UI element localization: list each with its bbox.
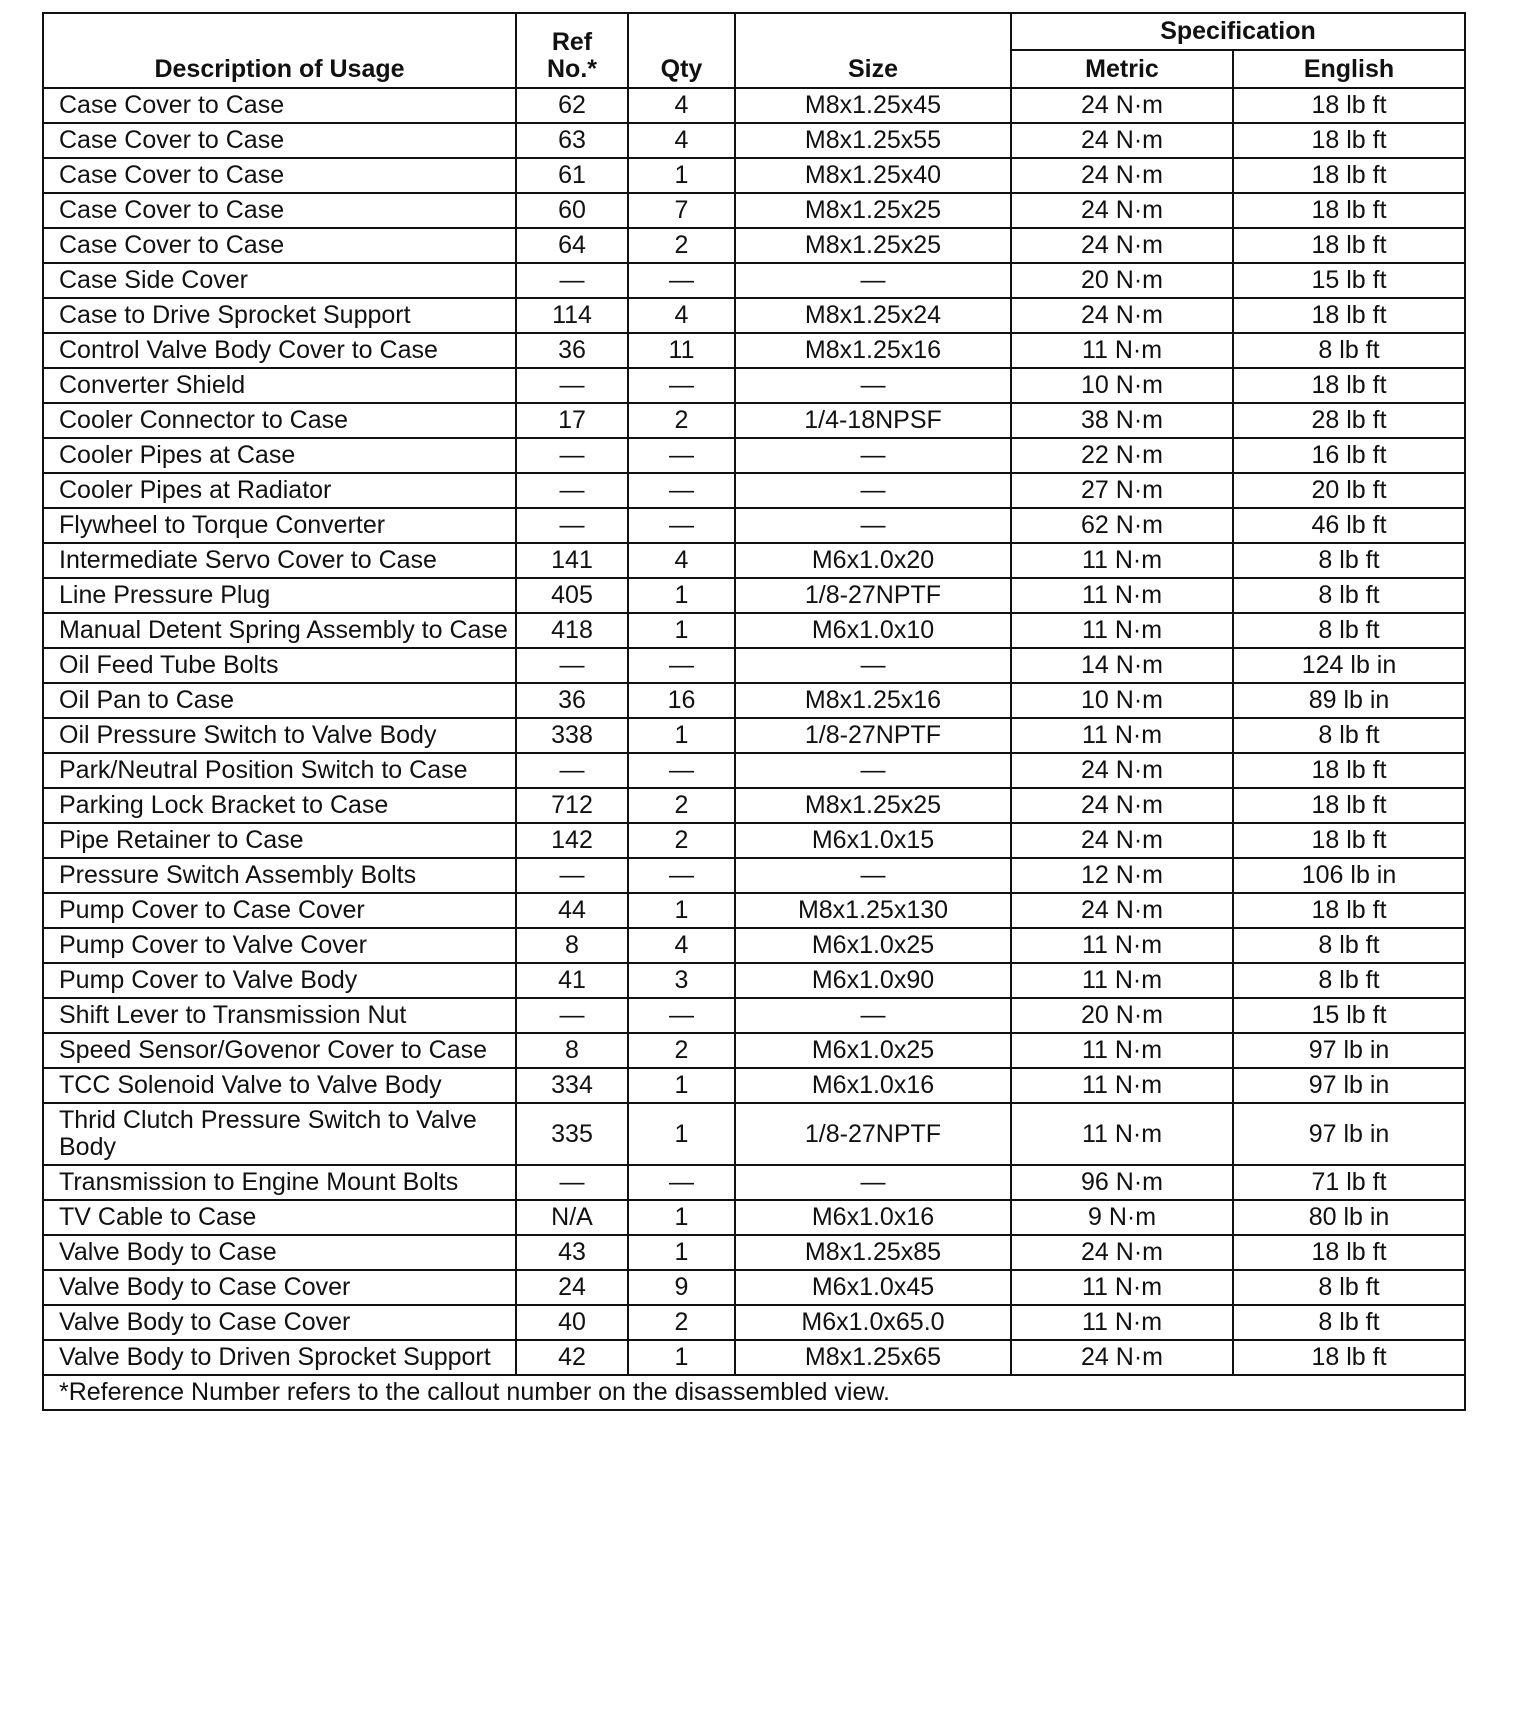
cell-qty: — [628,648,735,683]
cell-qty: 7 [628,193,735,228]
cell-description: Cooler Pipes at Radiator [43,473,516,508]
cell-metric: 24 N·m [1011,193,1233,228]
cell-qty: 4 [628,928,735,963]
cell-ref-no: 62 [516,88,628,123]
cell-english: 8 lb ft [1233,1305,1465,1340]
cell-qty: 1 [628,893,735,928]
cell-ref-no: 43 [516,1235,628,1270]
cell-ref-no: 338 [516,718,628,753]
header-ref-line1: Ref [551,28,593,56]
table-row [43,333,1465,368]
cell-description: Control Valve Body Cover to Case [43,333,516,368]
cell-size: M6x1.0x65.0 [735,1305,1011,1340]
cell-qty: 3 [628,963,735,998]
cell-ref-no: — [516,438,628,473]
cell-qty: 2 [628,788,735,823]
cell-english: 18 lb ft [1233,88,1465,123]
cell-metric: 10 N·m [1011,368,1233,403]
cell-metric: 11 N·m [1011,928,1233,963]
table-row [43,893,1465,928]
cell-size: M6x1.0x90 [735,963,1011,998]
table-row [43,683,1465,718]
table-row [43,508,1465,543]
cell-ref-no: 61 [516,158,628,193]
cell-metric: 11 N·m [1011,718,1233,753]
table-row [43,1235,1465,1270]
cell-english: 18 lb ft [1233,158,1465,193]
table-row [43,543,1465,578]
cell-english: 8 lb ft [1233,1270,1465,1305]
cell-description: Parking Lock Bracket to Case [43,788,516,823]
cell-qty: 1 [628,1340,735,1375]
cell-size: M8x1.25x55 [735,123,1011,158]
torque-spec-table [42,12,1466,1411]
cell-english: 18 lb ft [1233,193,1465,228]
cell-english: 46 lb ft [1233,508,1465,543]
cell-ref-no: 334 [516,1068,628,1103]
table-row [43,648,1465,683]
cell-size: — [735,648,1011,683]
cell-size: M6x1.0x15 [735,823,1011,858]
cell-metric: 24 N·m [1011,788,1233,823]
cell-description: Park/Neutral Position Switch to Case [43,753,516,788]
cell-size: M8x1.25x40 [735,158,1011,193]
header-description: Description of Usage [43,13,516,88]
cell-description: Case Cover to Case [43,228,516,263]
cell-metric: 10 N·m [1011,683,1233,718]
cell-description: Speed Sensor/Govenor Cover to Case [43,1033,516,1068]
cell-qty: 11 [628,333,735,368]
cell-qty: 1 [628,1200,735,1235]
cell-qty: 1 [628,613,735,648]
table-row [43,788,1465,823]
table-body [43,88,1465,1375]
cell-size: M8x1.25x85 [735,1235,1011,1270]
cell-description: Case Cover to Case [43,88,516,123]
cell-description: Flywheel to Torque Converter [43,508,516,543]
cell-metric: 11 N·m [1011,613,1233,648]
cell-english: 8 lb ft [1233,928,1465,963]
cell-description: Transmission to Engine Mount Bolts [43,1165,516,1200]
cell-qty: — [628,1165,735,1200]
cell-description: Case Cover to Case [43,158,516,193]
header-ref-no [516,13,628,88]
cell-english: 106 lb in [1233,858,1465,893]
cell-qty: — [628,438,735,473]
cell-metric: 20 N·m [1011,998,1233,1033]
cell-metric: 11 N·m [1011,1068,1233,1103]
cell-qty: 2 [628,823,735,858]
table-row [43,193,1465,228]
table-row [43,718,1465,753]
cell-metric: 24 N·m [1011,88,1233,123]
header-size: Size [735,13,1011,88]
cell-ref-no: — [516,753,628,788]
cell-english: 18 lb ft [1233,298,1465,333]
cell-metric: 24 N·m [1011,298,1233,333]
cell-ref-no: 114 [516,298,628,333]
table-row [43,158,1465,193]
cell-ref-no: N/A [516,1200,628,1235]
cell-ref-no: 405 [516,578,628,613]
table-row [43,613,1465,648]
cell-metric: 12 N·m [1011,858,1233,893]
cell-qty: 2 [628,1033,735,1068]
cell-english: 80 lb in [1233,1200,1465,1235]
cell-qty: 4 [628,543,735,578]
cell-english: 71 lb ft [1233,1165,1465,1200]
header-english: English [1233,50,1465,88]
cell-qty: 2 [628,1305,735,1340]
cell-english: 18 lb ft [1233,1340,1465,1375]
cell-ref-no: 712 [516,788,628,823]
cell-metric: 11 N·m [1011,1270,1233,1305]
cell-metric: 22 N·m [1011,438,1233,473]
cell-english: 18 lb ft [1233,368,1465,403]
table-row [43,228,1465,263]
cell-description: Case Cover to Case [43,193,516,228]
cell-metric: 96 N·m [1011,1165,1233,1200]
cell-description: Thrid Clutch Pressure Switch to Valve Body [43,1103,516,1165]
table-row [43,298,1465,333]
table-row [43,1305,1465,1340]
cell-qty: 1 [628,1235,735,1270]
cell-description: TV Cable to Case [43,1200,516,1235]
cell-qty: 9 [628,1270,735,1305]
cell-size: M8x1.25x45 [735,88,1011,123]
cell-metric: 24 N·m [1011,1340,1233,1375]
cell-ref-no: — [516,473,628,508]
cell-qty: 2 [628,403,735,438]
cell-description: Pressure Switch Assembly Bolts [43,858,516,893]
cell-size: — [735,508,1011,543]
cell-description: Case to Drive Sprocket Support [43,298,516,333]
cell-description: Intermediate Servo Cover to Case [43,543,516,578]
header-specification: Specification [1011,13,1465,50]
cell-size: — [735,858,1011,893]
cell-english: 97 lb in [1233,1033,1465,1068]
table-row [43,1103,1465,1165]
cell-ref-no: — [516,263,628,298]
cell-size: M6x1.0x16 [735,1068,1011,1103]
cell-qty: 1 [628,1068,735,1103]
table-row [43,1270,1465,1305]
cell-metric: 27 N·m [1011,473,1233,508]
table-row [43,368,1465,403]
cell-size: — [735,473,1011,508]
table-row [43,858,1465,893]
cell-qty: 16 [628,683,735,718]
cell-size: 1/8-27NPTF [735,578,1011,613]
cell-qty: — [628,858,735,893]
cell-ref-no: 142 [516,823,628,858]
cell-qty: 4 [628,123,735,158]
cell-description: Pump Cover to Valve Body [43,963,516,998]
cell-qty: 1 [628,1103,735,1165]
header-qty: Qty [628,13,735,88]
cell-size: 1/8-27NPTF [735,718,1011,753]
cell-ref-no: — [516,858,628,893]
cell-description: Oil Pan to Case [43,683,516,718]
table-row [43,578,1465,613]
cell-qty: 1 [628,578,735,613]
cell-size: — [735,263,1011,298]
cell-metric: 11 N·m [1011,578,1233,613]
cell-metric: 11 N·m [1011,333,1233,368]
cell-english: 8 lb ft [1233,963,1465,998]
cell-metric: 24 N·m [1011,753,1233,788]
cell-size: M8x1.25x24 [735,298,1011,333]
cell-metric: 62 N·m [1011,508,1233,543]
cell-size: — [735,753,1011,788]
table-row [43,1068,1465,1103]
cell-size: M6x1.0x10 [735,613,1011,648]
cell-english: 18 lb ft [1233,123,1465,158]
table-row [43,123,1465,158]
cell-size: M8x1.25x25 [735,193,1011,228]
cell-ref-no: — [516,368,628,403]
cell-english: 97 lb in [1233,1068,1465,1103]
cell-ref-no: 8 [516,928,628,963]
cell-ref-no: 8 [516,1033,628,1068]
cell-english: 18 lb ft [1233,1235,1465,1270]
cell-ref-no: 44 [516,893,628,928]
cell-qty: 1 [628,718,735,753]
cell-qty: 2 [628,228,735,263]
table-row [43,1165,1465,1200]
cell-description: Valve Body to Driven Sprocket Support [43,1340,516,1375]
cell-ref-no: 64 [516,228,628,263]
cell-size: M8x1.25x16 [735,683,1011,718]
cell-description: Case Side Cover [43,263,516,298]
cell-size: M6x1.0x16 [735,1200,1011,1235]
cell-size: — [735,1165,1011,1200]
footnote: *Reference Number refers to the callout number on the disassembled view. [43,1375,1465,1410]
cell-size: M6x1.0x25 [735,928,1011,963]
cell-size: M6x1.0x25 [735,1033,1011,1068]
table-row [43,753,1465,788]
cell-english: 8 lb ft [1233,718,1465,753]
cell-description: Manual Detent Spring Assembly to Case [43,613,516,648]
cell-english: 18 lb ft [1233,788,1465,823]
cell-ref-no: 60 [516,193,628,228]
cell-description: Pipe Retainer to Case [43,823,516,858]
table-row [43,1340,1465,1375]
cell-qty: — [628,368,735,403]
cell-english: 18 lb ft [1233,228,1465,263]
cell-metric: 9 N·m [1011,1200,1233,1235]
cell-metric: 24 N·m [1011,158,1233,193]
cell-metric: 20 N·m [1011,263,1233,298]
cell-description: Line Pressure Plug [43,578,516,613]
cell-description: Cooler Connector to Case [43,403,516,438]
cell-description: Pump Cover to Valve Cover [43,928,516,963]
cell-ref-no: 418 [516,613,628,648]
cell-description: Valve Body to Case Cover [43,1270,516,1305]
table-row [43,1033,1465,1068]
cell-description: Valve Body to Case [43,1235,516,1270]
cell-metric: 11 N·m [1011,1305,1233,1340]
table-row [43,998,1465,1033]
cell-qty: — [628,473,735,508]
cell-qty: — [628,508,735,543]
cell-description: Shift Lever to Transmission Nut [43,998,516,1033]
cell-size: 1/4-18NPSF [735,403,1011,438]
cell-english: 8 lb ft [1233,578,1465,613]
table-row [43,963,1465,998]
cell-qty: — [628,753,735,788]
cell-size: M8x1.25x130 [735,893,1011,928]
cell-description: Valve Body to Case Cover [43,1305,516,1340]
cell-ref-no: — [516,998,628,1033]
table-row [43,438,1465,473]
cell-ref-no: 41 [516,963,628,998]
cell-metric: 24 N·m [1011,1235,1233,1270]
cell-qty: — [628,998,735,1033]
cell-metric: 11 N·m [1011,1033,1233,1068]
cell-ref-no: 24 [516,1270,628,1305]
cell-metric: 11 N·m [1011,963,1233,998]
cell-metric: 24 N·m [1011,228,1233,263]
table-row [43,473,1465,508]
table-row [43,263,1465,298]
footnote-row [43,1375,1465,1410]
cell-qty: — [628,263,735,298]
cell-ref-no: — [516,508,628,543]
cell-english: 8 lb ft [1233,333,1465,368]
cell-english: 124 lb in [1233,648,1465,683]
cell-description: Case Cover to Case [43,123,516,158]
cell-metric: 24 N·m [1011,823,1233,858]
cell-english: 8 lb ft [1233,613,1465,648]
cell-english: 89 lb in [1233,683,1465,718]
cell-size: M8x1.25x65 [735,1340,1011,1375]
cell-english: 18 lb ft [1233,893,1465,928]
cell-ref-no: 141 [516,543,628,578]
cell-size: 1/8-27NPTF [735,1103,1011,1165]
table-row [43,928,1465,963]
cell-qty: 4 [628,298,735,333]
cell-description: Cooler Pipes at Case [43,438,516,473]
cell-english: 18 lb ft [1233,823,1465,858]
cell-description: Oil Pressure Switch to Valve Body [43,718,516,753]
cell-ref-no: 36 [516,333,628,368]
table-row [43,403,1465,438]
cell-metric: 11 N·m [1011,543,1233,578]
cell-description: Oil Feed Tube Bolts [43,648,516,683]
header-metric: Metric [1011,50,1233,88]
cell-metric: 24 N·m [1011,893,1233,928]
cell-size: — [735,368,1011,403]
cell-english: 97 lb in [1233,1103,1465,1165]
cell-english: 16 lb ft [1233,438,1465,473]
cell-ref-no: 335 [516,1103,628,1165]
cell-english: 18 lb ft [1233,753,1465,788]
cell-size: M6x1.0x20 [735,543,1011,578]
cell-ref-no: 63 [516,123,628,158]
cell-english: 15 lb ft [1233,263,1465,298]
cell-english: 8 lb ft [1233,543,1465,578]
header-ref-line2: No.* [547,55,597,83]
cell-ref-no: 40 [516,1305,628,1340]
cell-size: M8x1.25x16 [735,333,1011,368]
cell-size: M6x1.0x45 [735,1270,1011,1305]
cell-metric: 11 N·m [1011,1103,1233,1165]
cell-ref-no: — [516,648,628,683]
cell-english: 20 lb ft [1233,473,1465,508]
cell-qty: 4 [628,88,735,123]
table-row [43,88,1465,123]
cell-size: — [735,438,1011,473]
cell-ref-no: — [516,1165,628,1200]
cell-english: 28 lb ft [1233,403,1465,438]
cell-size: — [735,998,1011,1033]
cell-size: M8x1.25x25 [735,228,1011,263]
table-row [43,823,1465,858]
cell-english: 15 lb ft [1233,998,1465,1033]
cell-size: M8x1.25x25 [735,788,1011,823]
cell-metric: 24 N·m [1011,123,1233,158]
cell-metric: 38 N·m [1011,403,1233,438]
cell-metric: 14 N·m [1011,648,1233,683]
cell-description: Pump Cover to Case Cover [43,893,516,928]
cell-description: TCC Solenoid Valve to Valve Body [43,1068,516,1103]
cell-qty: 1 [628,158,735,193]
cell-description: Converter Shield [43,368,516,403]
table-row [43,1200,1465,1235]
cell-ref-no: 42 [516,1340,628,1375]
table-header [43,13,1465,88]
cell-ref-no: 17 [516,403,628,438]
cell-ref-no: 36 [516,683,628,718]
